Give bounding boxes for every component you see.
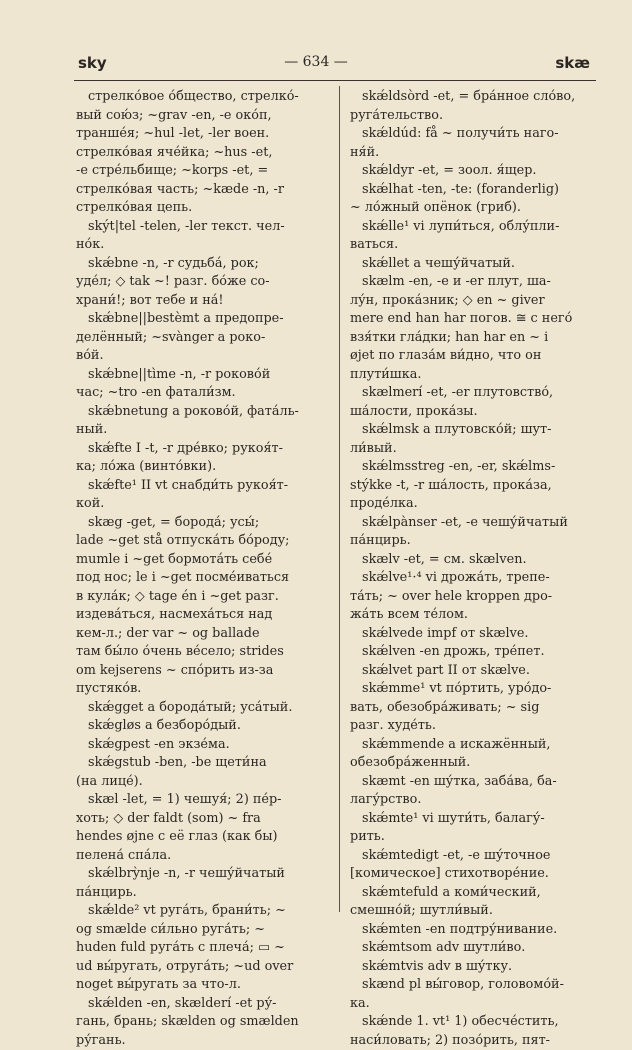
dictionary-entry	[76, 902, 328, 995]
entry-line: взя́тки гла́дки; han har en ~ i	[350, 329, 596, 348]
entry-line: hendes øjne с её глаз (как бы)	[76, 828, 328, 847]
entry-line: ка; ло́жа (винто́вки).	[76, 458, 328, 477]
entry-line: skǽgløs a безборо́дый.	[76, 717, 328, 736]
entry-line: mumle i ~get бормота́ть себе́	[76, 551, 328, 570]
entry-line: lade ~get stå отпуска́ть бо́роду;	[76, 532, 328, 551]
dictionary-entry	[76, 477, 328, 514]
entry-line: стрелко́вая цепь.	[76, 199, 328, 218]
entry-line: плути́шка.	[350, 366, 596, 385]
entry-line: skæl -let, = 1) чешуя́; 2) пе́р-	[76, 791, 328, 810]
dictionary-entry	[350, 680, 596, 736]
entry-line: (на лице́).	[76, 773, 328, 792]
dictionary-entry	[350, 810, 596, 847]
dictionary-entry	[350, 847, 596, 884]
entry-line: та́ть; ~ over hele kroppen дро-	[350, 588, 596, 607]
dictionary-entry	[350, 458, 596, 514]
entry-line: хоть; ◇ der faldt (som) ~ fra	[76, 810, 328, 829]
left-column	[76, 88, 328, 1050]
entry-line: skǽlle¹ vi лупи́ться, облу́пли-	[350, 218, 596, 237]
entry-line: mere end han har погов. ≅ с него́	[350, 310, 596, 329]
entry-line: ка.	[350, 995, 596, 1014]
entry-line: skǽnde 1. vt¹ 1) обесче́стить,	[350, 1013, 596, 1032]
dictionary-entry	[350, 384, 596, 421]
entry-line: skǽlmsk a плутовско́й; шут-	[350, 421, 596, 440]
entry-line: ня́й.	[350, 144, 596, 163]
entry-line: жа́ть всем те́лом.	[350, 606, 596, 625]
entry-line: стрелко́вая часть; ~kæde -n, -r	[76, 181, 328, 200]
dictionary-entry	[76, 514, 328, 699]
entry-line: skǽlde² vt руга́ть, брани́ть; ~	[76, 902, 328, 921]
entry-line: наси́ловать; 2) позо́рить, пят-	[350, 1032, 596, 1050]
entry-line: проде́лка.	[350, 495, 596, 514]
dictionary-entry	[76, 754, 328, 791]
entry-line: skǽbnetung a роково́й, фата́ль-	[76, 403, 328, 422]
entry-line: om kejserens ~ спо́рить из-за	[76, 662, 328, 681]
entry-line: пелена́ спа́ла.	[76, 847, 328, 866]
dictionary-entry	[350, 939, 596, 958]
entry-line: лу́н, прока́зник; ◇ en ~ giver	[350, 292, 596, 311]
entry-line: øjet по глаза́м ви́дно, что он	[350, 347, 596, 366]
entry-line: па́нцирь.	[350, 532, 596, 551]
entry-line: вый сою́з; ~grav -en, -e око́п,	[76, 107, 328, 126]
entry-line: skǽmme¹ vt по́ртить, уро́до-	[350, 680, 596, 699]
dictionary-entry	[350, 421, 596, 458]
entry-line: делённый; ~svànger a роко-	[76, 329, 328, 348]
entry-line: skǽmtsom adv шутли́во.	[350, 939, 596, 958]
entry-line: пустяко́в.	[76, 680, 328, 699]
dictionary-entry	[350, 273, 596, 384]
entry-line: skǽmte¹ vi шути́ть, балагу́-	[350, 810, 596, 829]
dictionary-entry	[76, 310, 328, 366]
dictionary-entry	[76, 88, 328, 218]
entry-line: skǽlhat -ten, -te: (foranderlig)	[350, 181, 596, 200]
dictionary-entry	[350, 921, 596, 940]
dictionary-entry	[350, 625, 596, 644]
column-divider	[339, 86, 340, 912]
entry-line: skǽbne -n, -r судьба́, рок;	[76, 255, 328, 274]
entry-line: смешно́й; шутли́вый.	[350, 902, 596, 921]
entry-line: skænd pl вы́говор, головомо́й-	[350, 976, 596, 995]
dictionary-entry	[350, 125, 596, 162]
entry-line: ud вы́ругать, отруга́ть; ~ud over	[76, 958, 328, 977]
entry-line: стрелко́вая яче́йка; ~hus -et,	[76, 144, 328, 163]
entry-line: skǽgpest -en экзе́ма.	[76, 736, 328, 755]
entry-line: skǽgstub -ben, -be щети́на	[76, 754, 328, 773]
entry-line: в кула́к; ◇ tage én i ~get разг.	[76, 588, 328, 607]
entry-line: лагу́рство.	[350, 791, 596, 810]
entry-line: skǽbne||bestèmt a предопре-	[76, 310, 328, 329]
entry-line: skǽlven -en дрожь, тре́пет.	[350, 643, 596, 662]
dictionary-entry	[76, 791, 328, 865]
entry-line: разг. худе́ть.	[350, 717, 596, 736]
entry-line: skǽbne||tìme -n, -r роково́й	[76, 366, 328, 385]
header-rule	[74, 80, 596, 81]
dictionary-entry	[76, 218, 328, 255]
entry-line: -e стре́льбище; ~korps -et, =	[76, 162, 328, 181]
page-header	[0, 54, 632, 78]
dictionary-entry	[350, 662, 596, 681]
entry-line: транше́я; ~hul -let, -ler воен.	[76, 125, 328, 144]
entry-line: стрелко́вое о́бщество, стрелко́-	[76, 88, 328, 107]
entry-line: skǽfte I -t, -r дре́вко; рукоя́т-	[76, 440, 328, 459]
entry-line: skǽldyr -et, = зоол. я́щер.	[350, 162, 596, 181]
entry-line: stýkke -t, -r ша́лость, прока́за,	[350, 477, 596, 496]
entry-line: ~ ло́жный опёнок (гриб).	[350, 199, 596, 218]
entry-line: skǽmtefuld a коми́ческий,	[350, 884, 596, 903]
right-column	[350, 88, 596, 1050]
dictionary-entry	[350, 181, 596, 218]
dictionary-entry	[76, 366, 328, 403]
dictionary-entry	[76, 717, 328, 736]
entry-line: skælm -en, -e и -er плут, ша-	[350, 273, 596, 292]
entry-line: skælmerí -et, -er плутовство́,	[350, 384, 596, 403]
entry-line: og smælde си́льно руга́ть; ~	[76, 921, 328, 940]
entry-line: уде́л; ◇ tak ~! разг. бо́же со-	[76, 273, 328, 292]
entry-line: skǽlmsstreg -en, -er, skǽlms-	[350, 458, 596, 477]
entry-line: издева́ться, насмеха́ться над	[76, 606, 328, 625]
dictionary-entry	[76, 440, 328, 477]
left-running-head: sky	[78, 54, 107, 72]
entry-line: noget вы́ругать за что-л.	[76, 976, 328, 995]
entry-line: руга́тельство.	[350, 107, 596, 126]
dictionary-entry	[350, 162, 596, 181]
entry-line: храни́!; вот тебе и на́!	[76, 292, 328, 311]
dictionary-entry	[350, 976, 596, 1013]
entry-line: skǽldúd: få ~ получи́ть наго-	[350, 125, 596, 144]
entry-line: skǽgget a борода́тый; уса́тый.	[76, 699, 328, 718]
entry-line: skæg -get, = борода́; усы́;	[76, 514, 328, 533]
entry-line: skǽlvede impf от skælve.	[350, 625, 596, 644]
dictionary-entry	[350, 736, 596, 773]
dictionary-entry	[350, 88, 596, 125]
entry-line: обезобра́женный.	[350, 754, 596, 773]
entry-line: кем-л.; der var ~ og ballade	[76, 625, 328, 644]
entry-line: skǽlpànser -et, -e чешу́йчатый	[350, 514, 596, 533]
entry-line: skýt|tel -telen, -ler текст. чел-	[76, 218, 328, 237]
dictionary-entry	[76, 255, 328, 311]
entry-line: skǽlden -en, skælderí -et ру́-	[76, 995, 328, 1014]
page-number: — 634 —	[0, 54, 632, 70]
dictionary-entry	[350, 643, 596, 662]
entry-line: skǽmmende a искажённый,	[350, 736, 596, 755]
dictionary-entry	[350, 884, 596, 921]
entry-line: под нос; le i ~get посме́иваться	[76, 569, 328, 588]
dictionary-entry	[76, 699, 328, 718]
entry-line: кой.	[76, 495, 328, 514]
entry-line: ру́гань.	[76, 1032, 328, 1050]
dictionary-entry	[350, 958, 596, 977]
dictionary-entry	[76, 995, 328, 1050]
entry-line: skǽlbrỳnje -n, -r чешу́йчатый	[76, 865, 328, 884]
entry-line: skæmt -en шу́тка, заба́ва, ба-	[350, 773, 596, 792]
entry-line: huden fuld руга́ть с плеча́; ▭ ~	[76, 939, 328, 958]
entry-line: па́нцирь.	[76, 884, 328, 903]
dictionary-entry	[350, 1013, 596, 1050]
entry-line: ша́лости, прока́зы.	[350, 403, 596, 422]
dictionary-entry	[350, 551, 596, 570]
entry-line: час; ~tro -en фатали́зм.	[76, 384, 328, 403]
entry-line: ваться.	[350, 236, 596, 255]
entry-line: ный.	[76, 421, 328, 440]
entry-line: skǽfte¹ II vt снабди́ть рукоя́т-	[76, 477, 328, 496]
entry-line: гань, брань; skælden og smælden	[76, 1013, 328, 1032]
dictionary-entry	[76, 403, 328, 440]
entry-line: вать, обезобра́живать; ~ sig	[350, 699, 596, 718]
entry-line: skǽldsòrd -et, = бра́нное сло́во,	[350, 88, 596, 107]
entry-line: skǽllet a чешу́йчатый.	[350, 255, 596, 274]
dictionary-entry	[350, 514, 596, 551]
entry-line: skǽmtvis adv в шу́тку.	[350, 958, 596, 977]
dictionary-entry	[350, 255, 596, 274]
dictionary-entry	[76, 736, 328, 755]
entry-line: skǽmtedigt -et, -e шу́точное	[350, 847, 596, 866]
entry-line: skǽmten -en подтру́нивание.	[350, 921, 596, 940]
entry-line: skǽlvet part II от skælve.	[350, 662, 596, 681]
entry-line: ли́вый.	[350, 440, 596, 459]
entry-line: рить.	[350, 828, 596, 847]
right-running-head: skæ	[555, 54, 590, 72]
dictionary-entry	[350, 773, 596, 810]
entry-line: во́й.	[76, 347, 328, 366]
entry-line: skǽlve¹·⁴ vi дрожа́ть, трепе-	[350, 569, 596, 588]
dictionary-entry	[350, 569, 596, 625]
entry-line: там бы́ло о́чень ве́село; strides	[76, 643, 328, 662]
dictionary-entry	[350, 218, 596, 255]
dictionary-entry	[76, 865, 328, 902]
entry-line: [комическое] стихотворе́ние.	[350, 865, 596, 884]
entry-line: но́к.	[76, 236, 328, 255]
entry-line: skælv -et, = см. skælven.	[350, 551, 596, 570]
